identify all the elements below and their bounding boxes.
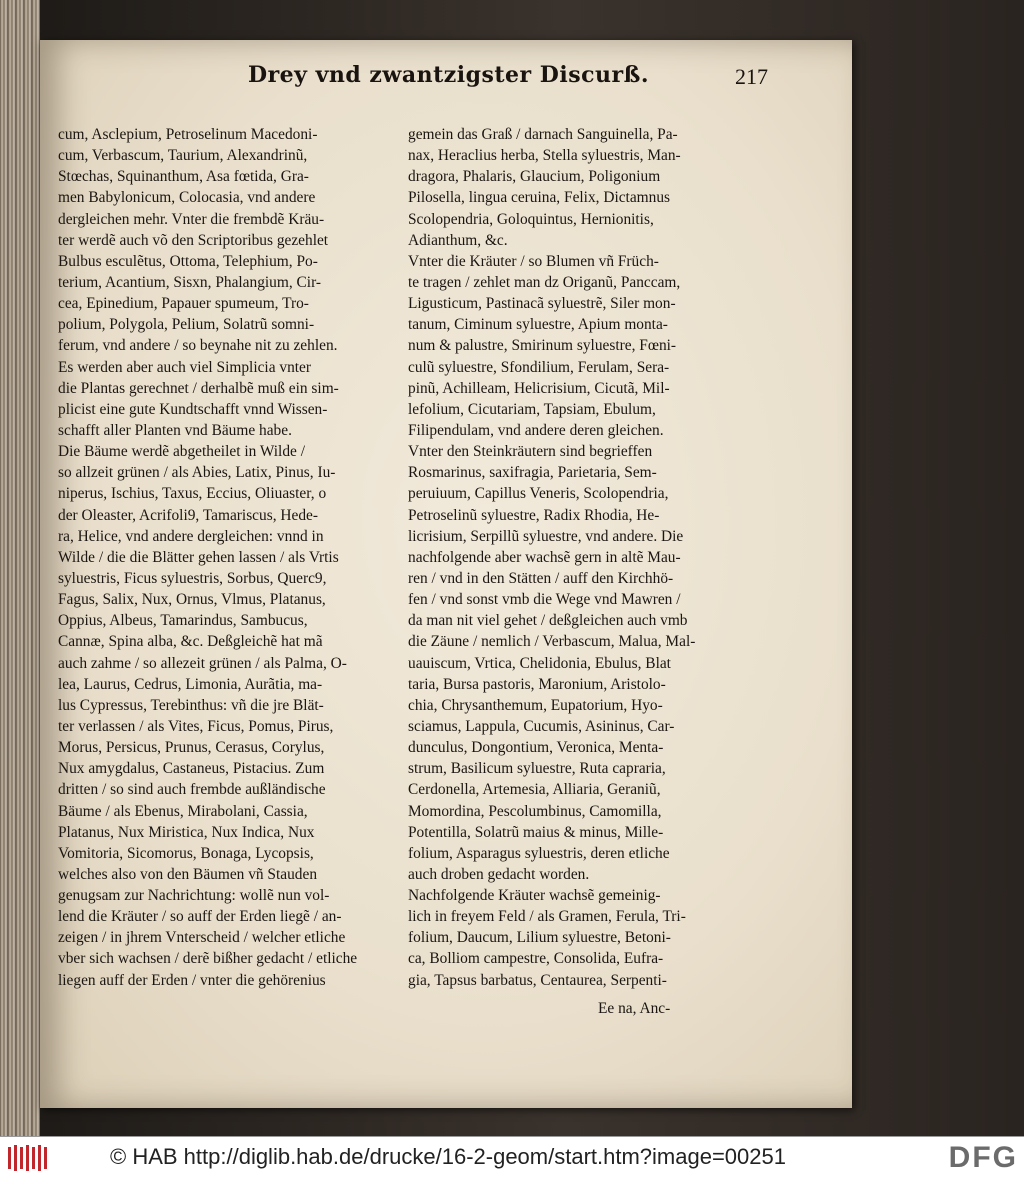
text-line: dragora, Phalaris, Glaucium, Poligonium	[408, 168, 661, 186]
text-line: Cerdonella, Artemesia, Alliaria, Geraniũ,	[408, 781, 661, 799]
text-line: nachfolgende aber wachsẽ gern in altẽ Mau-	[408, 548, 681, 566]
text-line: uauiscum, Vrtica, Chelidonia, Ebulus, Blat	[408, 654, 671, 672]
text-line: folium, Asparagus syluestris, deren etliche	[408, 844, 670, 862]
book-page-edges	[0, 0, 40, 1136]
text-line: fen / vnd sonst vmb die Wege vnd Mawren /	[408, 591, 681, 609]
viewer-footer	[0, 1136, 1024, 1178]
text-line: Adianthum, &c.	[408, 231, 508, 249]
text-line: sciamus, Lappula, Cucumis, Asininus, Car-	[408, 717, 675, 735]
text-line: so allzeit grünen / als Abies, Latix, Pinus, Iu-	[58, 464, 336, 482]
text-line: Nux amygdalus, Castaneus, Pistacius. Zum	[58, 760, 325, 778]
text-line: Scolopendria, Goloquintus, Hernionitis,	[408, 210, 654, 228]
text-line: men Babylonicum, Colocasia, vnd andere	[58, 189, 316, 207]
text-line: lefolium, Cicutariam, Tapsiam, Ebulum,	[408, 400, 656, 418]
text-line: Vomitoria, Sicomorus, Bonaga, Lycopsis,	[58, 844, 314, 862]
text-line: Morus, Persicus, Prunus, Cerasus, Corylus,	[58, 739, 325, 757]
text-line: Nachfolgende Kräuter wachsẽ gemeinig-	[408, 887, 661, 905]
text-line: Vnter die Kräuter / so Blumen vñ Früch-	[408, 252, 659, 270]
text-line: vber sich wachsen / derẽ bißher gedacht / etliche	[58, 950, 358, 968]
text-line: tanum, Ciminum syluestre, Apium monta-	[408, 316, 668, 334]
text-line: Filipendulam, vnd andere deren gleichen.	[408, 421, 664, 439]
text-line: lus Cypressus, Terebinthus: vñ die jre Blät-	[58, 696, 324, 714]
text-line: ter werdẽ auch võ den Scriptoribus gezehlet	[58, 231, 329, 249]
text-line: dritten / so sind auch frembde außländische	[58, 781, 326, 799]
text-line: Pilosella, lingua ceruina, Felix, Dictamnus	[408, 189, 671, 207]
text-line: lend die Kräuter / so auff der Erden liegẽ / an-	[58, 908, 342, 926]
source-url-text: © HAB http://diglib.hab.de/drucke/16-2-geom/start.htm?image=00251	[110, 1144, 786, 1169]
text-line: Ligusticum, Pastinacã syluestrẽ, Siler mon-	[408, 295, 676, 313]
catchword: Ee na, Anc-	[598, 1000, 671, 1017]
text-line: welches also von den Bäumen vñ Stauden	[58, 865, 318, 883]
text-line: Bulbus esculẽtus, Ottoma, Telephium, Po-	[58, 252, 318, 270]
text-line: ca, Bolliom campestre, Consolida, Eufra-	[408, 950, 664, 968]
page-header	[248, 56, 808, 92]
text-line: Vnter den Steinkräutern sind begrieffen	[408, 443, 653, 461]
text-line: plicist eine gute Kundtschafft vnnd Wissen-	[58, 400, 328, 418]
text-line: lich in freyem Feld / als Gramen, Ferula, Tri-	[408, 908, 686, 926]
text-line: peruiuum, Capillus Veneris, Scolopendria,	[408, 485, 669, 503]
text-line: syluestris, Ficus syluestris, Sorbus, Querc9,	[58, 569, 327, 587]
text-line: culũ syluestre, Sfondilium, Ferulam, Sera-	[408, 358, 670, 376]
text-line: ferum, vnd andere / so beynahe nit zu zehlen.	[58, 337, 338, 355]
text-line: Potentilla, Solatrũ maius & minus, Mille-	[408, 823, 664, 841]
text-line: cea, Epinedium, Papauer spumeum, Tro-	[58, 295, 309, 313]
page-number: 217	[735, 64, 768, 89]
text-line: Wilde / die die Blätter gehen lassen / als Vrtis	[58, 548, 339, 566]
text-line: lea, Laurus, Cedrus, Limonia, Aurãtia, ma-	[58, 675, 323, 693]
text-line: folium, Daucum, Lilium syluestre, Betoni-	[408, 929, 671, 947]
text-line: Momordina, Pescolumbinus, Camomilla,	[408, 802, 662, 820]
text-line: nax, Heraclius herba, Stella syluestris, Man-	[408, 147, 681, 165]
text-line: auch droben gedacht worden.	[408, 865, 590, 883]
text-line: schafft aller Planten vnd Bäume habe.	[58, 421, 292, 439]
text-line: cum, Asclepium, Petroselinum Macedoni-	[58, 126, 318, 143]
text-line: Die Bäume werdẽ abgetheilet in Wilde /	[58, 443, 305, 461]
text-line: ren / vnd in den Stätten / auff den Kirchhö-	[408, 569, 674, 587]
text-line: terium, Acantium, Sisxn, Phalangium, Cir-	[58, 273, 322, 291]
text-line: Rosmarinus, saxifragia, Parietaria, Sem-	[408, 464, 657, 482]
dfg-logo: DFG	[948, 1141, 1018, 1174]
text-line: gia, Tapsus barbatus, Centaurea, Serpenti-	[408, 971, 667, 989]
text-line: ra, Helice, vnd andere dergleichen: vnnd in	[58, 527, 324, 545]
text-line: dunculus, Dongontium, Veronica, Menta-	[408, 739, 664, 757]
text-line: niperus, Ischius, Taxus, Eccius, Oliuaster, o	[58, 485, 327, 503]
text-line: genugsam zur Nachrichtung: wollẽ nun vol-	[58, 887, 330, 905]
text-line: gemein das Graß / darnach Sanguinella, Pa-	[408, 126, 678, 143]
text-line: zeigen / in jhrem Vnterscheid / welcher etliche	[58, 929, 346, 947]
text-line: cum, Verbascum, Taurium, Alexandrinũ,	[58, 147, 308, 165]
text-line: chia, Chrysanthemum, Eupatorium, Hyo-	[408, 696, 663, 714]
text-line: polium, Polygola, Pelium, Solatrũ somni-	[58, 316, 315, 334]
hab-logo-icon	[6, 1143, 48, 1173]
text-line: die Zäune / nemlich / Verbascum, Malua, Mal-	[408, 633, 696, 651]
text-line: Stœchas, Squinanthum, Asa fœtida, Gra-	[58, 168, 309, 186]
running-head: Drey vnd zwantzigster Discurß.	[248, 62, 649, 88]
text-line: dergleichen mehr. Vnter die frembdẽ Kräu-	[58, 210, 325, 228]
text-line: pinũ, Achilleam, Helicrisium, Cicutã, Mil-	[408, 379, 670, 397]
text-line: auch zahme / so allezeit grünen / als Palma, O-	[58, 654, 347, 672]
text-line: strum, Basilicum syluestre, Ruta capraria,	[408, 760, 666, 778]
text-line: Bäume / als Ebenus, Mirabolani, Cassia,	[58, 802, 308, 820]
text-line: der Oleaster, Acrifoli9, Tamariscus, Hede-	[58, 506, 318, 524]
text-line: Es werden aber auch viel Simplicia vnter	[58, 358, 311, 376]
text-line: da man nit viel gehet / deßgleichen auch vmb	[408, 612, 688, 630]
text-line: Platanus, Nux Miristica, Nux Indica, Nux	[58, 823, 315, 841]
text-line: Fagus, Salix, Nux, Ornus, Vlmus, Platanus,	[58, 591, 326, 609]
text-line: taria, Bursa pastoris, Maronium, Aristolo-	[408, 675, 666, 693]
text-line: te tragen / zehlet man dz Origanũ, Panccam,	[408, 273, 681, 291]
right-text-column	[408, 124, 753, 991]
text-line: Petroselinũ syluestre, Radix Rhodia, He-	[408, 506, 660, 524]
text-line: Oppius, Albeus, Tamarindus, Sambucus,	[58, 612, 308, 630]
text-line: liegen auff der Erden / vnter die gehörenius	[58, 971, 326, 989]
text-line: die Plantas gerechnet / derhalbẽ muß ein sim-	[58, 379, 339, 397]
text-line: Cannæ, Spina alba, &c. Deßgleichẽ hat mã	[58, 633, 323, 651]
text-line: licrisium, Serpillũ syluestre, vnd andere. Die	[408, 527, 684, 545]
left-text-column	[58, 124, 403, 991]
text-line: ter verlassen / als Vites, Ficus, Pomus, Pirus,	[58, 717, 334, 735]
text-line: num & palustre, Smirinum syluestre, Fœni-	[408, 337, 677, 355]
